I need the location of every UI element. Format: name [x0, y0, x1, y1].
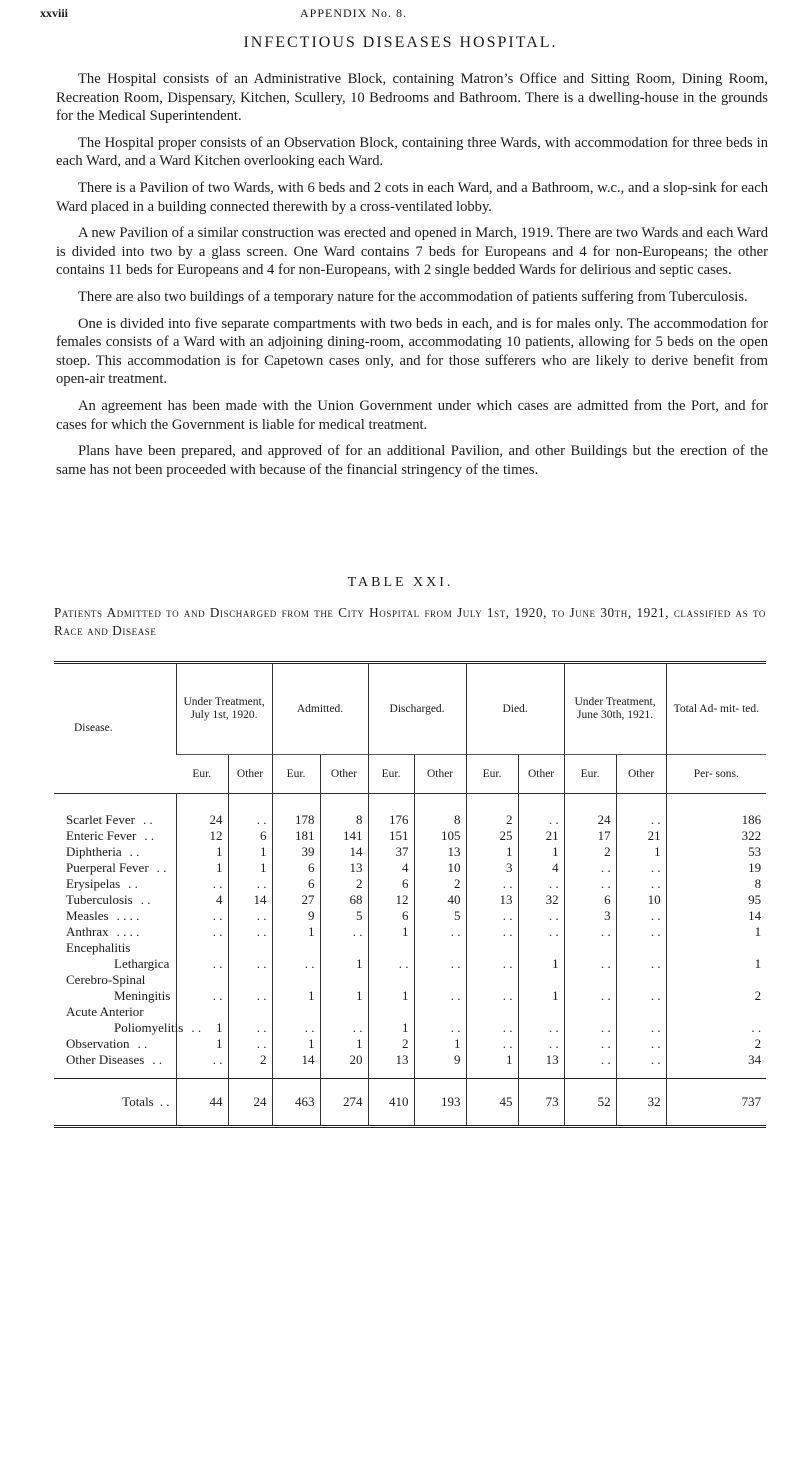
table-cell: 1 — [228, 860, 272, 876]
header-total: Total Ad- mit- ted. — [666, 663, 766, 755]
statistics-table — [54, 661, 766, 1128]
table-cell: . . — [518, 794, 564, 829]
spacer-cell — [320, 1068, 368, 1079]
disease-label: Observation — [66, 1036, 130, 1051]
table-row — [54, 940, 766, 956]
page-header — [40, 6, 761, 22]
table-cell: 1 — [176, 844, 228, 860]
table-cell: . . — [564, 1036, 616, 1052]
table-cell — [176, 940, 228, 956]
table-cell: 13 — [466, 892, 518, 908]
table-cell: 6 — [272, 860, 320, 876]
table-cell: 1 — [176, 1036, 228, 1052]
leader-dots: . . — [152, 1052, 163, 1067]
table-cell: 53 — [666, 844, 766, 860]
table-cell: 4 — [176, 892, 228, 908]
disease-name — [54, 844, 176, 860]
table-cell: . . — [564, 876, 616, 892]
table-caption: Patients Admitted to and Discharged from the City Hospital from July 1st, 1920, to June 30th, 1921, classified as to Race and Disease — [54, 605, 766, 638]
table-cell: 14 — [228, 892, 272, 908]
header-under-treatment-end: Under Treatment, June 30th, 1921. — [564, 663, 666, 755]
table-cell — [518, 1004, 564, 1020]
table-cell: 1 — [228, 844, 272, 860]
table-cell: . . — [176, 956, 228, 972]
table-row — [54, 860, 766, 876]
table-cell: . . — [228, 876, 272, 892]
table-cell — [564, 940, 616, 956]
table-cell: 14 — [272, 1052, 320, 1068]
table-row — [54, 908, 766, 924]
disease-label: Acute Anterior — [66, 1004, 144, 1019]
table-cell: . . — [320, 1020, 368, 1036]
disease-name — [54, 794, 176, 829]
table-cell: . . — [564, 1052, 616, 1068]
disease-label: Cerebro-Spinal — [66, 972, 146, 987]
table-cell: 14 — [666, 908, 766, 924]
table-cell — [228, 940, 272, 956]
table-cell: 3 — [466, 860, 518, 876]
header-eur: Eur. — [466, 755, 518, 794]
spacer-cell — [616, 1068, 666, 1079]
table-cell: 20 — [320, 1052, 368, 1068]
table-cell — [272, 940, 320, 956]
table-cell: . . — [518, 876, 564, 892]
header-eur: Eur. — [176, 755, 228, 794]
table-cell: 1 — [466, 844, 518, 860]
table-cell: . . — [466, 924, 518, 940]
header-other: Other — [616, 755, 666, 794]
appendix-label: APPENDIX No. 8. — [300, 6, 408, 20]
table-cell: . . — [176, 876, 228, 892]
table-cell — [564, 1004, 616, 1020]
table-row — [54, 876, 766, 892]
table-cell: . . — [564, 860, 616, 876]
leader-dots: . . — [140, 892, 151, 907]
table-cell: . . — [414, 956, 466, 972]
table-cell: 39 — [272, 844, 320, 860]
header-eur: Eur. — [564, 755, 616, 794]
table-cell: . . — [616, 924, 666, 940]
table-cell: 27 — [272, 892, 320, 908]
table-cell: 6 — [368, 876, 414, 892]
table-cell — [616, 940, 666, 956]
body-text — [56, 70, 768, 487]
table-cell: 21 — [616, 828, 666, 844]
page-title: INFECTIOUS DISEASES HOSPITAL. — [243, 34, 558, 51]
table-cell — [228, 1004, 272, 1020]
totals-cell: 463 — [272, 1079, 320, 1127]
header-died: Died. — [466, 663, 564, 755]
totals-row — [54, 1079, 766, 1127]
table-cell: 2 — [228, 1052, 272, 1068]
header-disease: Disease. — [74, 722, 113, 734]
disease-name — [54, 1020, 202, 1036]
disease-label: Enteric Fever — [66, 828, 137, 843]
table-cell — [616, 972, 666, 988]
table-cell: . . — [228, 956, 272, 972]
table-cell: . . — [176, 908, 228, 924]
table-cell: 12 — [176, 828, 228, 844]
leader-dots: . . — [129, 844, 140, 859]
table-cell: . . — [666, 1020, 766, 1036]
disease-label: Poliomyelitis — [114, 1020, 184, 1035]
totals-cell: 24 — [228, 1079, 272, 1127]
leader-dots: . . — [137, 1036, 148, 1051]
table-cell — [320, 1004, 368, 1020]
table-cell: . . — [228, 1020, 272, 1036]
table-cell: 13 — [414, 844, 466, 860]
spacer-cell — [466, 1068, 518, 1079]
table-cell — [616, 1004, 666, 1020]
page-number: xxviii — [40, 6, 69, 20]
table-cell: . . — [616, 908, 666, 924]
table-cell: . . — [228, 794, 272, 829]
table-cell — [518, 972, 564, 988]
table-cell: . . — [228, 1036, 272, 1052]
table-cell: 10 — [616, 892, 666, 908]
disease-name — [54, 924, 176, 940]
totals-label-cell — [54, 1079, 176, 1127]
header-other: Other — [414, 755, 466, 794]
table-cell — [368, 940, 414, 956]
table-cell: . . — [564, 956, 616, 972]
spacer-cell — [564, 1068, 616, 1079]
table-cell: 25 — [466, 828, 518, 844]
table-cell: 1 — [666, 956, 766, 972]
table-row — [54, 1004, 766, 1020]
table-row — [54, 828, 766, 844]
table-cell: . . — [228, 908, 272, 924]
paragraph: An agreement has been made with the Union Government under which cases are admitted from the Port, and for cases for which the Government is liable for medical treatment. — [56, 397, 768, 433]
totals-cell: 73 — [518, 1079, 564, 1127]
table-cell — [666, 1004, 766, 1020]
spacer-cell — [228, 1068, 272, 1079]
table-cell: . . — [564, 988, 616, 1004]
table-cell — [176, 972, 228, 988]
table-row — [54, 844, 766, 860]
table-row — [54, 794, 766, 829]
table-cell: 1 — [518, 844, 564, 860]
totals-cell: 410 — [368, 1079, 414, 1127]
table-cell: 19 — [666, 860, 766, 876]
table-cell: . . — [616, 794, 666, 829]
table-cell: 8 — [414, 794, 466, 829]
disease-label: Other Diseases — [66, 1052, 145, 1067]
table-cell: 181 — [272, 828, 320, 844]
table-cell — [272, 1004, 320, 1020]
table-cell: 4 — [368, 860, 414, 876]
table-cell: 9 — [272, 908, 320, 924]
table-cell: 151 — [368, 828, 414, 844]
disease-label: Erysipelas — [66, 876, 121, 891]
table-row — [54, 956, 766, 972]
table-cell: 10 — [414, 860, 466, 876]
table-cell: 32 — [518, 892, 564, 908]
table-cell: 24 — [564, 794, 616, 829]
table-cell: . . — [368, 956, 414, 972]
disease-name — [54, 908, 176, 924]
table-row — [54, 1052, 766, 1068]
table-cell: 1 — [272, 924, 320, 940]
table-cell: 105 — [414, 828, 466, 844]
table-cell: 24 — [176, 794, 228, 829]
table-cell: 1 — [518, 956, 564, 972]
table-row — [54, 1020, 766, 1036]
table-cell: 2 — [368, 1036, 414, 1052]
table-cell — [466, 972, 518, 988]
table-cell: 3 — [564, 908, 616, 924]
table-cell: 186 — [666, 794, 766, 829]
header-admitted: Admitted. — [272, 663, 368, 755]
table-cell: . . — [228, 924, 272, 940]
paragraph: A new Pavilion of a similar construction was erected and opened in March, 1919. There are two Wards and each Ward is divided into two by a glass screen. One Ward contains 7 beds for Europeans and 4 for non-Europeans; the other contains 11 beds for Europeans and 4 for non-Europeans, with 2 single bedded Wards for delirious and septic cases. — [56, 225, 768, 279]
spacer-cell — [54, 1068, 176, 1079]
table-cell: . . — [466, 1036, 518, 1052]
table-cell: . . — [272, 956, 320, 972]
disease-name — [54, 1036, 176, 1052]
table-cell: 1 — [414, 1036, 466, 1052]
table-cell: 1 — [320, 1036, 368, 1052]
table-cell: . . — [616, 876, 666, 892]
table-cell: 1 — [272, 988, 320, 1004]
table-cell — [666, 940, 766, 956]
paragraph: There is a Pavilion of two Wards, with 6 beds and 2 cots in each Ward, and a Bathroom, w.c., and a slop-sink for each Ward placed in a building connected therewith by a cross-ventilated lobby. — [56, 179, 768, 215]
table-cell: . . — [414, 1020, 466, 1036]
leader-dots: . . — [156, 860, 167, 875]
table-cell: 1 — [368, 1020, 414, 1036]
paragraph: There are also two buildings of a temporary nature for the accommodation of patients suffering from Tuberculosis. — [78, 288, 748, 305]
table-cell — [564, 972, 616, 988]
table-cell: 13 — [368, 1052, 414, 1068]
table-cell: 6 — [272, 876, 320, 892]
totals-cell: 45 — [466, 1079, 518, 1127]
table-row — [54, 988, 766, 1004]
leader-dots: . . . . — [116, 924, 140, 939]
table-cell: 5 — [414, 908, 466, 924]
table-cell: 176 — [368, 794, 414, 829]
table-cell: . . — [518, 924, 564, 940]
table-cell — [368, 1004, 414, 1020]
table-cell: . . — [414, 988, 466, 1004]
table-cell: . . — [518, 1020, 564, 1036]
table-cell — [320, 940, 368, 956]
table-cell — [414, 972, 466, 988]
table-row — [54, 924, 766, 940]
table-cell: . . — [518, 1036, 564, 1052]
table-cell: 1 — [616, 844, 666, 860]
table-cell: 141 — [320, 828, 368, 844]
table-cell: 1 — [666, 924, 766, 940]
table-cell: 4 — [518, 860, 564, 876]
table-cell: . . — [616, 1020, 666, 1036]
disease-label: Scarlet Fever — [66, 812, 135, 827]
table-cell: 8 — [320, 794, 368, 829]
disease-label: Puerperal Fever — [66, 860, 149, 875]
table-cell: 68 — [320, 892, 368, 908]
header-eur: Eur. — [272, 755, 320, 794]
table-label: TABLE XXI. — [347, 575, 454, 590]
table-cell: 2 — [466, 794, 518, 829]
table-cell: . . — [320, 924, 368, 940]
leader-dots: . . . . — [116, 908, 140, 923]
header-other: Other — [518, 755, 564, 794]
table-cell: 2 — [666, 988, 766, 1004]
disease-name — [54, 940, 176, 956]
disease-name — [54, 876, 176, 892]
header-other: Other — [320, 755, 368, 794]
spacer-row — [54, 1068, 766, 1079]
table-cell: . . — [518, 908, 564, 924]
spacer-cell — [666, 1068, 766, 1079]
totals-cell: 44 — [176, 1079, 228, 1127]
table-cell — [272, 972, 320, 988]
table-cell: 1 — [368, 924, 414, 940]
table-cell: 6 — [228, 828, 272, 844]
disease-name — [54, 828, 176, 844]
spacer-cell — [272, 1068, 320, 1079]
header-persons: Per- sons. — [666, 755, 766, 794]
table-cell: 2 — [320, 876, 368, 892]
disease-label: Meningitis — [114, 988, 171, 1003]
leader-dots: . . — [159, 1094, 170, 1109]
table-cell — [176, 1004, 228, 1020]
table-cell: . . — [466, 908, 518, 924]
table-cell: . . — [466, 988, 518, 1004]
totals-cell: 193 — [414, 1079, 466, 1127]
totals-label: Totals — [122, 1094, 154, 1109]
table-row — [54, 972, 766, 988]
table-cell: 2 — [414, 876, 466, 892]
spacer-cell — [518, 1068, 564, 1079]
table-body — [54, 794, 766, 1127]
table-cell: 1 — [272, 1036, 320, 1052]
table-cell: 2 — [564, 844, 616, 860]
table-cell: 322 — [666, 828, 766, 844]
disease-name — [54, 1052, 176, 1068]
table-cell — [466, 940, 518, 956]
table-cell: . . — [272, 1020, 320, 1036]
table-cell: 37 — [368, 844, 414, 860]
table-cell: . . — [564, 1020, 616, 1036]
table-cell — [414, 940, 466, 956]
table-cell: 5 — [320, 908, 368, 924]
paragraph: Plans have been prepared, and approved of for an additional Pavilion, and other Buildings but the erection of the same has not been proceeded with because of the financial stringency of the times. — [56, 443, 768, 478]
disease-label: Encephalitis — [66, 940, 131, 955]
table-cell: 12 — [368, 892, 414, 908]
table-cell: 1 — [320, 988, 368, 1004]
spacer-cell — [414, 1068, 466, 1079]
leader-dots: . . — [191, 1020, 202, 1035]
disease-name — [54, 988, 176, 1004]
table-row — [54, 1036, 766, 1052]
table-cell: . . — [414, 924, 466, 940]
table-cell: 8 — [666, 876, 766, 892]
leader-dots: . . — [144, 828, 155, 843]
table-cell: 178 — [272, 794, 320, 829]
table-cell: . . — [466, 1020, 518, 1036]
spacer-cell — [176, 1068, 228, 1079]
disease-label: Measles — [66, 908, 109, 923]
paragraph: The Hospital proper consists of an Observation Block, containing three Wards, with accommodation for three beds in each Ward, and a Ward Kitchen overlooking each Ward. — [56, 134, 768, 170]
leader-dots: . . — [128, 876, 138, 891]
table-cell: . . — [466, 876, 518, 892]
table-cell: 9 — [414, 1052, 466, 1068]
table-cell: 1 — [368, 988, 414, 1004]
table-cell: . . — [176, 924, 228, 940]
totals-cell: 274 — [320, 1079, 368, 1127]
table-cell — [228, 972, 272, 988]
disease-name — [54, 1004, 176, 1020]
table-cell: 6 — [564, 892, 616, 908]
table-cell: 13 — [518, 1052, 564, 1068]
table-cell: 13 — [320, 860, 368, 876]
statistics-table-wrapper — [54, 661, 766, 1128]
disease-label: Tuberculosis — [66, 892, 133, 907]
table-cell: 6 — [368, 908, 414, 924]
table-cell: . . — [616, 956, 666, 972]
table-cell — [414, 1004, 466, 1020]
table-cell — [666, 972, 766, 988]
table-cell: . . — [228, 988, 272, 1004]
table-cell: . . — [616, 1052, 666, 1068]
paragraph: One is divided into five separate compartments with two beds in each, and is for males only. The accommodation for females consists of a Ward with an adjoining dining-room, accommodating 10 patients, allowing for 5 beds on the open stoep. This accommodation is for Capetown cases only, and for those sufferers who are likely to derive benefit from open-air treatment. — [56, 315, 768, 388]
disease-name — [54, 956, 176, 972]
table-cell: 17 — [564, 828, 616, 844]
totals-cell: 737 — [666, 1079, 766, 1127]
table-cell: . . — [616, 1036, 666, 1052]
table-cell: . . — [564, 924, 616, 940]
header-under-treatment-start: Under Treatment, July 1st, 1920. — [176, 663, 272, 755]
spacer-cell — [368, 1068, 414, 1079]
table-cell — [518, 940, 564, 956]
totals-cell: 52 — [564, 1079, 616, 1127]
table-cell: 1 — [518, 988, 564, 1004]
table-cell: 40 — [414, 892, 466, 908]
header-eur: Eur. — [368, 755, 414, 794]
table-cell: 95 — [666, 892, 766, 908]
table-cell: 34 — [666, 1052, 766, 1068]
table-cell: 2 — [666, 1036, 766, 1052]
disease-label: Diphtheria — [66, 844, 122, 859]
table-cell: 21 — [518, 828, 564, 844]
table-cell: 1 — [466, 1052, 518, 1068]
table-cell: . . — [466, 956, 518, 972]
table-cell — [368, 972, 414, 988]
paragraph: The Hospital consists of an Administrative Block, containing Matron’s Office and Sitting Room, Dining Room, Recreation Room, Dispensary, Kitchen, Scullery, 10 Bedrooms and Bathroom. There is a dwelling-house in the grounds for the Medical Superintendent. — [56, 71, 768, 125]
table-cell: 1 — [176, 860, 228, 876]
table-row — [54, 892, 766, 908]
table-cell: 1 — [176, 1020, 228, 1036]
table-cell: . . — [616, 988, 666, 1004]
leader-dots: . . — [142, 812, 153, 827]
table-cell: 1 — [320, 956, 368, 972]
header-discharged: Discharged. — [368, 663, 466, 755]
disease-name — [54, 860, 176, 876]
table-cell: . . — [176, 1052, 228, 1068]
table-cell — [320, 972, 368, 988]
totals-cell: 32 — [616, 1079, 666, 1127]
table-cell — [466, 1004, 518, 1020]
table-cell: . . — [176, 988, 228, 1004]
disease-name — [54, 972, 176, 988]
disease-label: Anthrax — [66, 924, 109, 939]
table-cell: 14 — [320, 844, 368, 860]
disease-label: Lethargica — [114, 956, 170, 971]
table-cell: . . — [616, 860, 666, 876]
disease-name — [54, 892, 176, 908]
header-other: Other — [228, 755, 272, 794]
